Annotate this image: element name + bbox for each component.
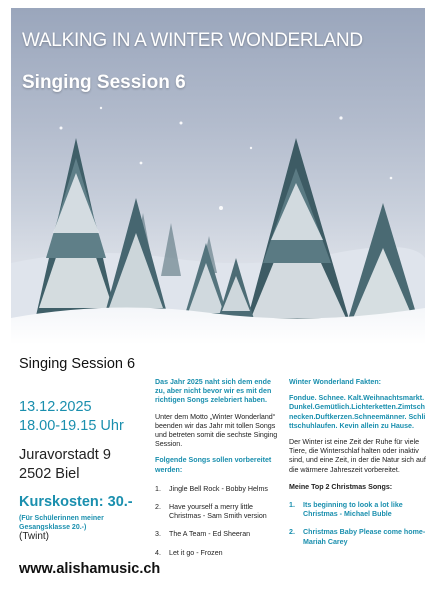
address-city: 2502 Biel [19,466,80,482]
top-song-item: 1. Its beginning to look a lot like Christmas - Michael Buble [289,501,403,519]
top-song-item: 2. Christmas Baby Please come home- Mariah Carey [289,528,426,546]
hero-image [11,8,425,345]
event-time: 18.00-19.15 Uhr [19,418,124,434]
course-cost-note: (Für Schülerinnen meiner Gesangsklasse 20.-) [19,515,104,531]
payment-method: (Twint) [19,531,49,542]
middle-column [155,378,280,567]
course-cost: Kurskosten: 30.- [19,494,133,510]
date-time-block [19,398,124,436]
motto-text: Unter dem Motto „Winter Wonderland“ beenden wir das Jahr mit tollen Songs und betreten somit die sechste Singing Session. [155,412,278,449]
website-link[interactable]: www.alishamusic.ch [19,561,161,577]
winter-paragraph: Der Winter ist eine Zeit der Ruhe für viele Tiere, die Winterschlaf halten oder inaktiv sind, und eine Zeit, in der die Natur sich auf die wärmere Jahreszeit vorbereitet. [289,438,426,474]
winter-forest-illustration [11,8,425,345]
songs-heading: Folgende Songs sollen vorbereitet werden: [155,456,272,474]
hero-subtitle: Singing Session 6 [22,72,186,93]
intro-text: Das Jahr 2025 naht sich dem ende zu, aber nicht bevor wir es mit den richtigen Songs zelebriert haben. [155,378,272,405]
song-item: 4. Let it go - Frozen [155,548,223,557]
session-label-block [19,356,147,372]
address-block [19,446,111,484]
event-date: 13.12.2025 [19,399,92,415]
facts-text: Fondue. Schnee. Kalt.Weihnachtsmarkt.Dunkel.Gemütlich.Lichterketten.Zimtschnecken.Duftkerzen.Schneemänner. Schlittschuhlaufen. Kevin allein zu Hause. [289,394,426,430]
right-column [289,378,427,556]
facts-heading: Winter Wonderland Fakten: [289,378,382,386]
top-songs-heading: Meine Top 2 Christmas Songs: [289,482,393,491]
session-label: Singing Session 6 [19,356,136,372]
hero-title: WALKING IN A WINTER WONDERLAND [22,30,363,51]
song-item: 3. The A Team - Ed Sheeran [155,530,251,539]
address-street: Juravorstadt 9 [19,447,111,463]
song-item: 1. Jingle Bell Rock - Bobby Helms [155,484,268,493]
song-item: 2. Have yourself a merry little Christmas - Sam Smith version [155,503,267,521]
